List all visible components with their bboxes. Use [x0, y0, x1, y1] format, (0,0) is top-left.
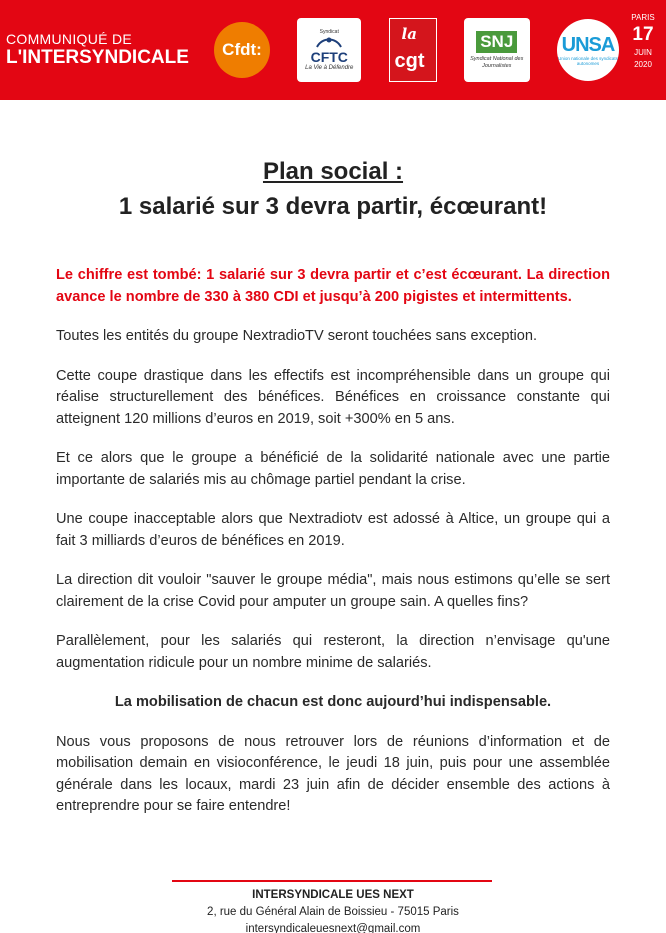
header-banner [0, 0, 666, 100]
unsa-logo [557, 19, 619, 81]
cgt-logo-la: la [401, 25, 417, 43]
snj-logo [464, 18, 530, 82]
document-title [0, 154, 666, 224]
footer-email[interactable]: intersyndicaleuesnext@gmail.com [245, 923, 421, 933]
date-city: PARIS [631, 13, 655, 22]
snj-logo-subtitle: Syndicat National des Journalistes [470, 56, 524, 69]
date-day: 17 [632, 24, 654, 46]
banner-title [6, 32, 189, 67]
cftc-logo-text: CFTC [310, 49, 348, 65]
footer-divider [172, 880, 492, 882]
body-paragraph: Toutes les entités du groupe NextradioTV seront touchées sans exception. [56, 328, 538, 344]
union-logos [214, 14, 619, 86]
body-paragraph: Parallèlement, pour les salariés qui resteront, la direction n’envisage qu'une augmentation ridicule pour un nombre minime de salariés. [56, 633, 610, 671]
footer-address: 2, rue du Général Alain de Boissieu - 75015 Paris [207, 906, 459, 918]
cftc-logo [297, 18, 361, 82]
date-month: JUIN [634, 48, 652, 58]
banner-title-line2: L'INTERSYNDICALE [6, 47, 189, 68]
unsa-logo-text: UNSA [561, 33, 615, 56]
body-paragraph: La direction dit vouloir "sauver le groupe média", mais nous estimons qu’elle se sert clairement de la crise Covid pour amputer un groupe sain. A quelles fins? [56, 572, 610, 610]
cfdt-logo-text: Cfdt: [222, 40, 262, 59]
document-body [56, 265, 610, 836]
body-paragraph: Cette coupe drastique dans les effectifs est incompréhensible dans un groupe qui réalise structurellement des bénéfices. Bénéfices en croissance constante qui atteignent 120 millions d’euros en 2019, soit +300% en 5 ans. [56, 367, 610, 427]
footer-org: INTERSYNDICALE UES NEXT [252, 889, 414, 901]
intro-paragraph: Le chiffre est tombé: 1 salarié sur 3 devra partir et c’est écœurant. La direction avance le nombre de 330 à 380 CDI et jusqu’à 200 pigistes et intermittents. [56, 267, 610, 305]
cfdt-logo [214, 22, 270, 78]
cftc-emblem-icon [314, 35, 344, 49]
unsa-logo-subtitle: Union nationale des syndicats autonomes [558, 55, 618, 66]
footer [0, 887, 666, 933]
body-paragraph: Nous vous proposons de nous retrouver lors de réunions d’information et de mobilisation demain en visioconférence, le jeudi 18 juin, puis pour une assemblée générale dans les locaux, mardi 23 juin afin de décider ensemble des actions à entreprendre pour se faire entendre! [56, 733, 610, 814]
banner-title-line1: COMMUNIQUÉ DE [6, 31, 133, 47]
date-year: 2020 [634, 59, 652, 69]
cgt-logo [389, 18, 437, 82]
mobilisation-statement: La mobilisation de chacun est donc aujourd’hui indispensable. [114, 694, 552, 710]
date-badge [624, 14, 662, 69]
body-paragraph: Et ce alors que le groupe a bénéficié de la solidarité nationale avec une partie importante de salariés mis au chômage partiel pendant la crise. [56, 450, 610, 488]
snj-logo-text: SNJ [476, 31, 517, 53]
cftc-logo-tagline: La Vie à Défendre [305, 65, 354, 71]
title-line2: 1 salarié sur 3 devra partir, écœurant! [118, 193, 548, 220]
cftc-logo-small: Syndicat [319, 29, 339, 35]
title-line1: Plan social : [262, 158, 404, 185]
body-paragraph: Une coupe inacceptable alors que Nextradiotv est adossé à Altice, un groupe qui a fait 3 milliards d’euros de bénéfices en 2019. [56, 511, 610, 549]
cgt-logo-text: cgt [394, 50, 425, 72]
